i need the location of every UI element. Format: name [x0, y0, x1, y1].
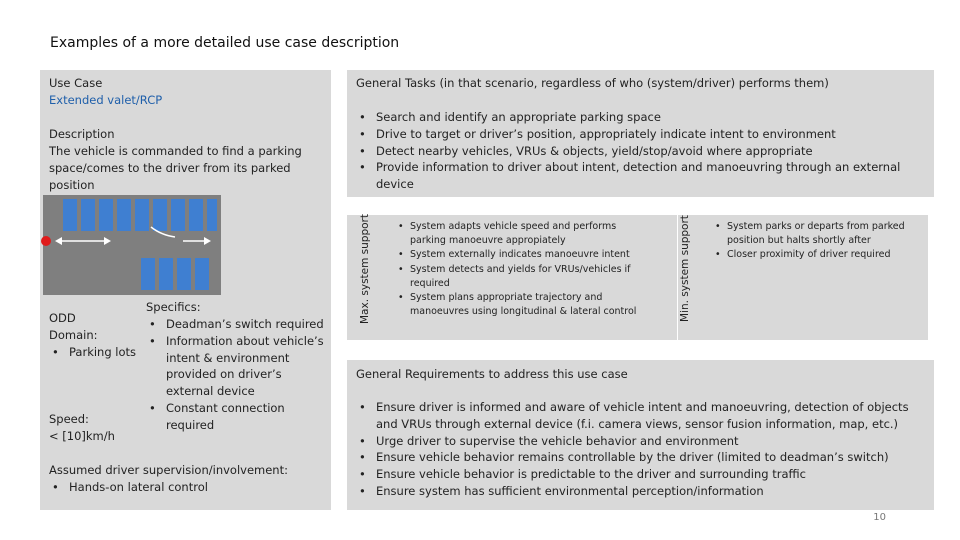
description-label: Description: [49, 127, 115, 141]
max-support-item: • System adapts vehicle speed and performs parking manoeuvre appropiately: [397, 220, 647, 248]
route-overlay: [43, 195, 221, 295]
route-arrow-head-icon: [55, 237, 62, 245]
domain-item: • Parking lots: [49, 344, 149, 361]
route-arrow-head-icon: [104, 237, 111, 245]
use-case-name: Extended valet/RCP: [49, 93, 163, 107]
max-support-list: [397, 220, 647, 319]
specifics-list: [146, 316, 331, 434]
speed-value: < [10]km/h: [49, 429, 115, 443]
min-support-label: Min. system support: [679, 215, 691, 323]
driver-marker-icon: [41, 236, 51, 246]
speed-label: Speed:: [49, 412, 89, 426]
requirement-item: • Ensure vehicle behavior remains controllable by the driver (limited to deadman’s switch): [356, 449, 922, 466]
requirements-list: [356, 399, 922, 500]
description-text: The vehicle is commanded to find a parking space/comes to the driver from its parked position: [49, 144, 302, 192]
supervision-list: [49, 479, 319, 496]
specifics-label: Specifics:: [146, 300, 201, 314]
domain-list: [49, 344, 149, 361]
requirement-item: • Ensure vehicle behavior is predictable to the driver and surrounding traffic: [356, 466, 922, 483]
parking-diagram: [43, 195, 221, 295]
page-title: Examples of a more detailed use case description: [50, 35, 400, 51]
requirement-item: • Ensure driver is informed and aware of vehicle intent and manoeuvring, detection of objects and VRUs through external device (f.i. camera views, sensor fusion information, map, etc.): [356, 399, 922, 433]
general-tasks-list: [356, 109, 916, 193]
min-support-list: [714, 220, 919, 263]
requirements-heading: General Requirements to address this use case: [356, 367, 628, 381]
min-support-item: • System parks or departs from parked position but halts shortly after: [714, 220, 919, 248]
max-support-item: • System plans appropriate trajectory and manoeuvres using longitudinal & lateral control: [397, 291, 647, 319]
max-support-item: • System detects and yields for VRUs/vehicles if required: [397, 263, 647, 291]
odd-label: ODD: [49, 311, 76, 325]
specifics-item: • Information about vehicle’s intent & environment provided on driver’s external device: [146, 333, 331, 400]
turn-path-icon: [151, 227, 175, 237]
min-support-item: • Closer proximity of driver required: [714, 248, 919, 262]
specifics-item: • Deadman’s switch required: [146, 316, 331, 333]
max-support-label: Max. system support: [359, 214, 371, 324]
supervision-item: • Hands-on lateral control: [49, 479, 319, 496]
vehicle-arrow-head-icon: [204, 237, 211, 245]
requirement-item: • Ensure system has sufficient environmental perception/information: [356, 483, 922, 500]
general-task-item: • Detect nearby vehicles, VRUs & objects, yield/stop/avoid where appropriate: [356, 143, 916, 160]
general-task-item: • Drive to target or driver’s position, appropriately indicate intent to environment: [356, 126, 916, 143]
general-task-item: • Provide information to driver about intent, detection and manoeuvring through an external device: [356, 159, 916, 193]
general-task-item: • Search and identify an appropriate parking space: [356, 109, 916, 126]
page-number: 10: [873, 512, 886, 523]
supervision-label: Assumed driver supervision/involvement:: [49, 463, 288, 477]
specifics-item: • Constant connection required: [146, 400, 331, 434]
requirement-item: • Urge driver to supervise the vehicle behavior and environment: [356, 433, 922, 450]
use-case-label: Use Case: [49, 76, 103, 90]
general-tasks-heading: General Tasks (in that scenario, regardless of who (system/driver) performs them): [356, 76, 829, 90]
domain-label: Domain:: [49, 328, 98, 342]
max-support-item: • System externally indicates manoeuvre intent: [397, 248, 647, 262]
